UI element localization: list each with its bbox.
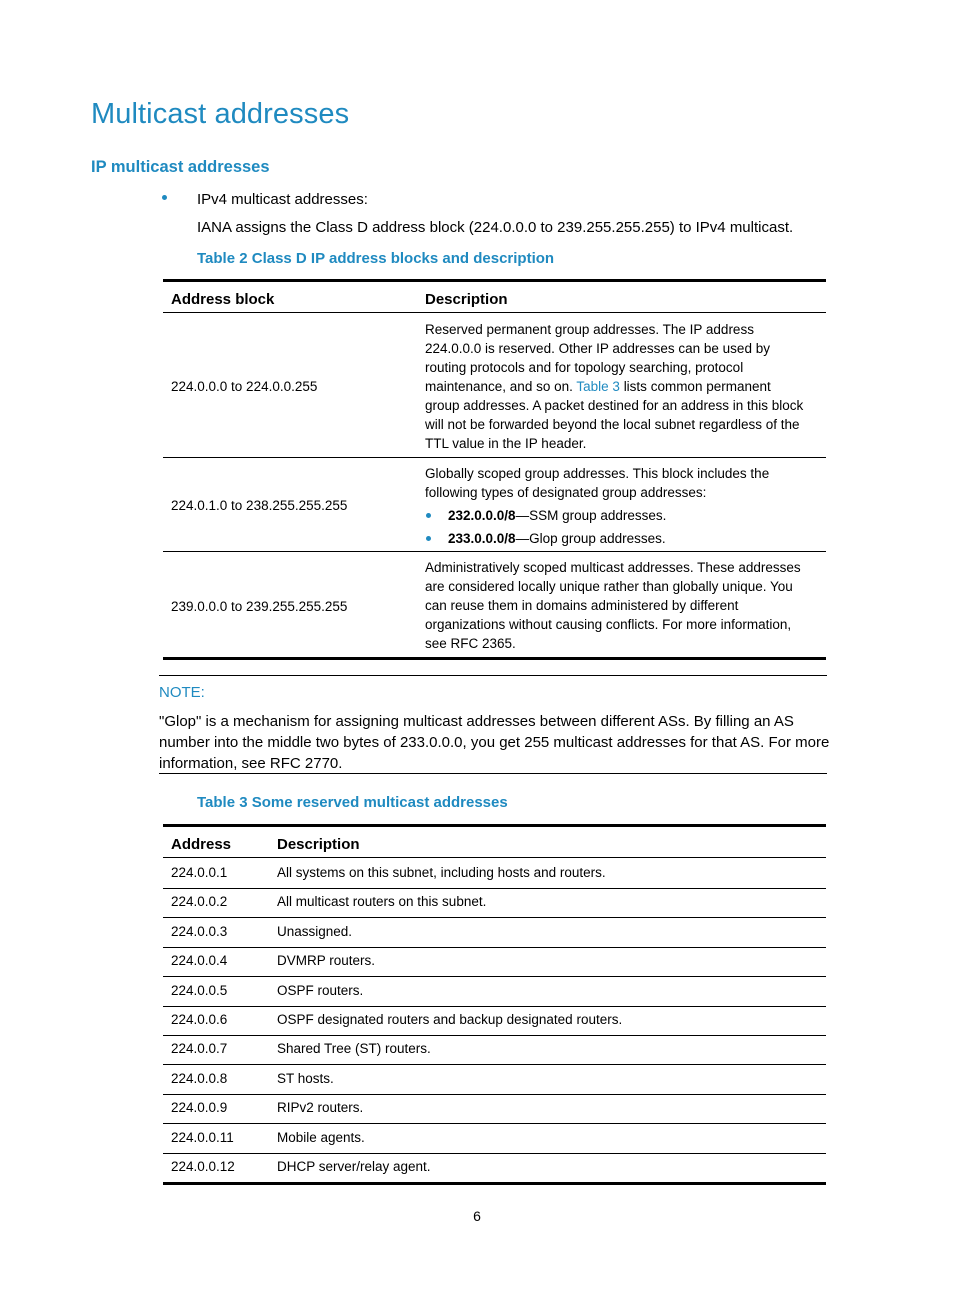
table3-row-address: 224.0.0.5 [171,983,228,998]
table2-caption: Table 2 Class D IP address blocks and description [197,250,555,267]
desc-line: will not be forwarded beyond the local subnet regardless of the [425,417,800,432]
table3-row-description: All systems on this subnet, including hosts and routers. [277,865,606,880]
table3-header-desc: Description [277,836,360,853]
table2-header-desc: Description [425,291,508,308]
table3-row-address: 224.0.0.6 [171,1012,228,1027]
table3-row-divider [163,976,826,977]
table3-row-divider [163,1064,826,1065]
table2-header-rule [163,312,826,313]
note-bottom-rule [159,773,827,774]
table3-row-divider [163,917,826,918]
table3-caption: Table 3 Some reserved multicast addresses [197,794,508,811]
table2-header-block: Address block [171,291,275,308]
table3-row-divider [163,1153,826,1154]
table3-row-address: 224.0.0.2 [171,894,228,909]
table3-row-divider [163,1123,826,1124]
table3-row-description: All multicast routers on this subnet. [277,894,487,909]
table3-row-description: Shared Tree (ST) routers. [277,1041,431,1056]
table2-top-rule [163,279,826,282]
table3-row-address: 224.0.0.1 [171,865,228,880]
ssm-item: 232.0.0.0/8—SSM group addresses. [448,508,667,523]
table3-row-description: DVMRP routers. [277,953,376,968]
table3-header-rule [163,857,826,858]
table3-row-divider [163,947,826,948]
table2-row3-block: 239.0.0.0 to 239.255.255.255 [171,599,348,614]
table3-row-description: OSPF routers. [277,983,364,998]
table2-row2-desc [425,464,825,502]
table3-row-address: 224.0.0.11 [171,1130,234,1145]
table3-row-description: ST hosts. [277,1071,334,1086]
table3-header-address: Address [171,836,232,853]
desc-line: Administratively scoped multicast addresses. These addresses [425,560,801,575]
table3-row-divider [163,1035,826,1036]
page-title: Multicast addresses [91,98,350,130]
table2-row-divider [163,457,826,458]
table3-row-divider [163,888,826,889]
bullet-label: IPv4 multicast addresses: [197,191,368,208]
glop-item: 233.0.0.0/8—Glop group addresses. [448,531,666,546]
bullet-icon [426,536,431,541]
page-number: 6 [473,1208,481,1224]
table2-row2-block: 224.0.1.0 to 238.255.255.255 [171,498,348,513]
table3-row-divider [163,1006,826,1007]
desc-line: see RFC 2365. [425,636,516,651]
table3-row-address: 224.0.0.12 [171,1159,235,1174]
table2-row-divider [163,551,826,552]
desc-line: routing protocols and for topology searching, protocol [425,360,744,375]
table3-row-divider [163,1094,826,1095]
desc-line: Reserved permanent group addresses. The IP address [425,322,754,337]
table3-row-description: DHCP server/relay agent. [277,1159,431,1174]
table3-top-rule [163,824,826,827]
desc-line: group addresses. A packet destined for an address in this block [425,398,804,413]
note-text: "Glop" is a mechanism for assigning multicast addresses between different ASs. By filling an AS number into the middle two bytes of 233.0.0.0, you get 255 multicast addresses for that AS. For more information, see RFC 2770. [159,713,830,772]
desc-line: following types of designated group addresses: [425,485,707,500]
table3-link[interactable]: Table 3 [576,379,620,394]
table3-row-address: 224.0.0.3 [171,924,228,939]
table3-row-description: Mobile agents. [277,1130,365,1145]
table3-row-address: 224.0.0.7 [171,1041,228,1056]
desc-line: Globally scoped group addresses. This block includes the [425,466,770,481]
desc-line: can reuse them in domains administered by different [425,598,739,613]
table3-row-description: Unassigned. [277,924,353,939]
bullet-icon [162,195,167,200]
table2-row3-desc [425,558,825,653]
desc-line: maintenance, and so on. Table 3 lists common permanent [425,379,771,394]
table3-row-address: 224.0.0.9 [171,1100,228,1115]
table3-row-description: OSPF designated routers and backup designated routers. [277,1012,623,1027]
table2-row1-block: 224.0.0.0 to 224.0.0.255 [171,379,318,394]
note-top-rule [159,675,827,676]
desc-line: TTL value in the IP header. [425,436,587,451]
table3-row-address: 224.0.0.8 [171,1071,228,1086]
table2-bottom-rule [163,657,826,660]
desc-line: organizations without causing conflicts. For more information, [425,617,792,632]
bullet-text: IANA assigns the Class D address block (224.0.0.0 to 239.255.255.255) to IPv4 multicast. [197,219,794,236]
table2-row1-desc [425,320,825,453]
desc-line: are considered locally unique rather than globally unique. You [425,579,793,594]
table3-row-description: RIPv2 routers. [277,1100,364,1115]
section-heading: IP multicast addresses [91,158,270,176]
bullet-icon [426,513,431,518]
table3-bottom-rule [163,1182,826,1185]
table3-row-address: 224.0.0.4 [171,953,228,968]
desc-line: 224.0.0.0 is reserved. Other IP addresses can be used by [425,341,770,356]
note-label: NOTE: [159,684,205,701]
